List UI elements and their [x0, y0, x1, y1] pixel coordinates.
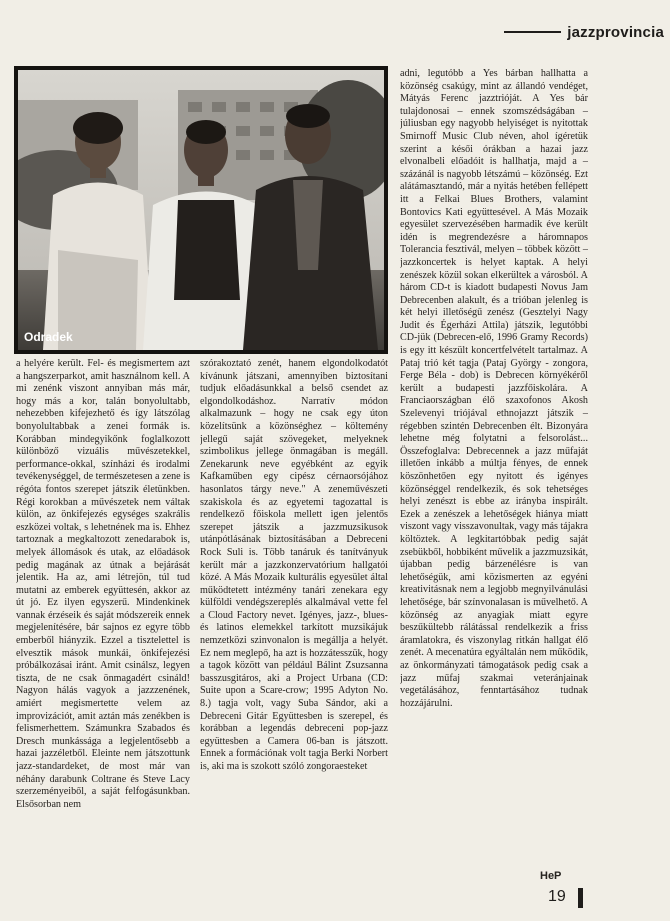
author-signature: HeP [540, 870, 562, 882]
article-text-col1: a helyére került. Fel- és megismertem azt a hangszerparkot, amit használnom kell. A mi zenénk viszont annyiban más már, hogy más a kor, talán bonyolultabb, nehezebben kifejezhető és így látszólag bonyolultabbak a zenei formák is. Korábban mindegyikőnk foglalkozott különböző vizuális művészetekkel, performance-okkal, színházi és irodalmi tevékenységgel, de természetesen a zene is régóta fontos szerepet játszik életünkben. Régi korokban a művészetek nem váltak külön, az önkifejezés egységes szakrális eszközei voltak, s lehetnének ma is. Ehhez tartoznak a megkaltozott zenedarabok is, melyek állomások és utak, az előadások pedig magának az útnak a bejárását jelentik. Ha az, ami létrejön, túl tud mutatni az emberek együttesén, akkor az út jó. Ez ilyen egyszerű. Mindenkinek vannak érzéseik és saját módszereik ennek megjelenítésére, bár sajnos ez egyre több emberből hiányzik. Ezzel a tisztelettel is elvesztik mások munkái, önkifejezési próbálkozásai iránt. Amit csinálsz, legyen tiszta, de ne csak önmagadért csináld! Nagyon hálás vagyok a jazzzenének, amiért megismertette velem az improvizációt, amit aztán más zenékben is felismerhettem. Számunkra Szabados és Dresch munkássága a legjelentősebb a hazai jazzéletből. Eleinte nem játszottunk jazz-standardeket, de most már van néhány darabunk Coltrane és Steve Lacy szerzeményeiből, a saját felfogásunkban. Elsősorban nem [16, 358, 190, 810]
band-photo-image [18, 70, 384, 350]
article-column-3 [400, 68, 588, 868]
article-text-col3: adni, legutóbb a Yes bárban hallhatta a közönség csakúgy, mint az állandó vendéget, Mátyás Ferenc jazztrióját. A Yes bár tulajdonosai – ennek szomszédságában – júliusban egy nagyobb helyiséget is nyitottak Smirnoff Music Club néven, ahol ígéretük szerint a késői órákban a hazai jazz elvonalbeli előadóit is hallhatja, majd a – százánál is nagyobb létszámú – közönség. Ezt alátámasztandó, már a nyitás hetében fellépett itt a Felkai Blues Brothers, valamint Bontovics Kati együttesével. A Más Mozaik egyesület szervezésében harmadik éve került idén is megrendezésre a háromnapos Tolerancia fesztivál, melyen – többek között – jazzkoncertek is helyet kaptak. A helyi zenészek közül sokan elkerültek a városból. A három CD-t is kiadott budapesti Novus Jam Debrecenben alakult, és a trióban jelenleg is két helyi illetőségű zenész (Gesztelyi Nagy Judit és Égerházi Attila) játszik, legutóbbi CD-jük (Debrecen-elő, 1996 Gramy Records) is egy itt készült koncertfelvételt tartalmaz. A Pataj trió két tagja (Pataj György - zongora, Ferge Béla - dob) is Debrecen környékéről került a budapesti jazzfőiskolára. A Franciaországban élő szaxofonos Akosh Szelevenyi triójával ethnojazzt játszik – régebben szintén Debrecenben élt. Bizonyára lehetne még folytatni a felsorolást... Összefoglalva: Debrecennek a jazz műfaját illetően inkább a múltja fényes, de ennek köszönhetően egy nyitott és igényes közönséggel rendelkezik, és sok tehetséges helyi zenészt is ebbe az irányba inspirált. Ezek a zenészek a lehetőségek hiánya miatt viszont vagy visszavonultak, vagy más tájakra költöztek. A legkitartóbbak pedig saját zsebükből, hobbiként művelik a jazzmuzsikát, újabban pedig bárzenélésre is van lehetőségük, ami közismerten az egyéni kreativitásnak nem a legjobb megnyilvánulási lehetősége, bár színvonalasan is művelhető. A közönség az anyagiak miatt egyre beszűkültebb rálátással rendelkezik a friss áramlatokra, és viszonylag ritkán hallgat élő zenét. A mecenatúra egyáltalán nem működik, az önkormányzati támogatások pedig csak a jazz műfaj szakmai veteránjainak vegetálásához, fenntartásához tudnak hozzájárulni. [400, 68, 588, 709]
photo-caption: Odradek [24, 330, 73, 344]
article-text-col2: szórakoztató zenét, hanem elgondolkodatót kívánunk játszani, amennyiben biztosítani tudjuk előadásunkkal a belső csendet az elgondolkodáshoz. Narratív módon alkalmazunk – hogy ne csak egy úton közelítsünk a közönséghez – költemény jellegű saját szövegeket, melyeknek szimbolikus jellege önmagában is megáll. Zenekarunk neve egyébként az egyik Kafkaműben egy cipész cérnaorsójához hasonlatos tárgy neve." A zeneművészeti szakiskola és az egyetemi tagozattal is rendelkező főiskola mellett igen jelentős szerepet játszik a jazzmuzsikusok utánpótlásának biztosításában a Debreceni Rock Suli is. Több tanáruk és tanítványuk került már a jazzkonzervatórium hallgatói közé. A Más Mozaik kulturális egyesület által működtetett intézmény tanári zenekara egy külföldi vendégszereplés alkalmával vette fel a Cloud Factory nevet. Igényes, jazz-, blues- és latinos elemekkel tarkított muzsikájuk nemzetközi szinvonalon is megállja a helyét. Ez nem meglepő, ha azt is hozzátesszük, hogy a tagok között van például Bálint Zsuzsanna basszusgitáros, aki a Project Urbana (CD: Suite upon a Scare-crow; 1995 Adyton No. 8.) tagja volt, vagy Suba Sándor, aki a Debreceni Gitár Együttesben is szerepel, és korábban a legendás debreceni pop-jazz együttesben a Camera 06-ban is játszott. Ennek a formációnak volt tagja Berki Norbert is, aki ma is szokott szóló zongoraesteket [200, 358, 388, 772]
band-photo [14, 66, 388, 354]
section-header [500, 20, 670, 44]
article-column-2 [200, 358, 388, 918]
section-title: jazzprovincia [567, 23, 664, 41]
page-number-bar [578, 888, 583, 908]
article-column-1 [16, 358, 190, 918]
page-number: 19 [548, 888, 566, 905]
header-rule [504, 31, 561, 33]
